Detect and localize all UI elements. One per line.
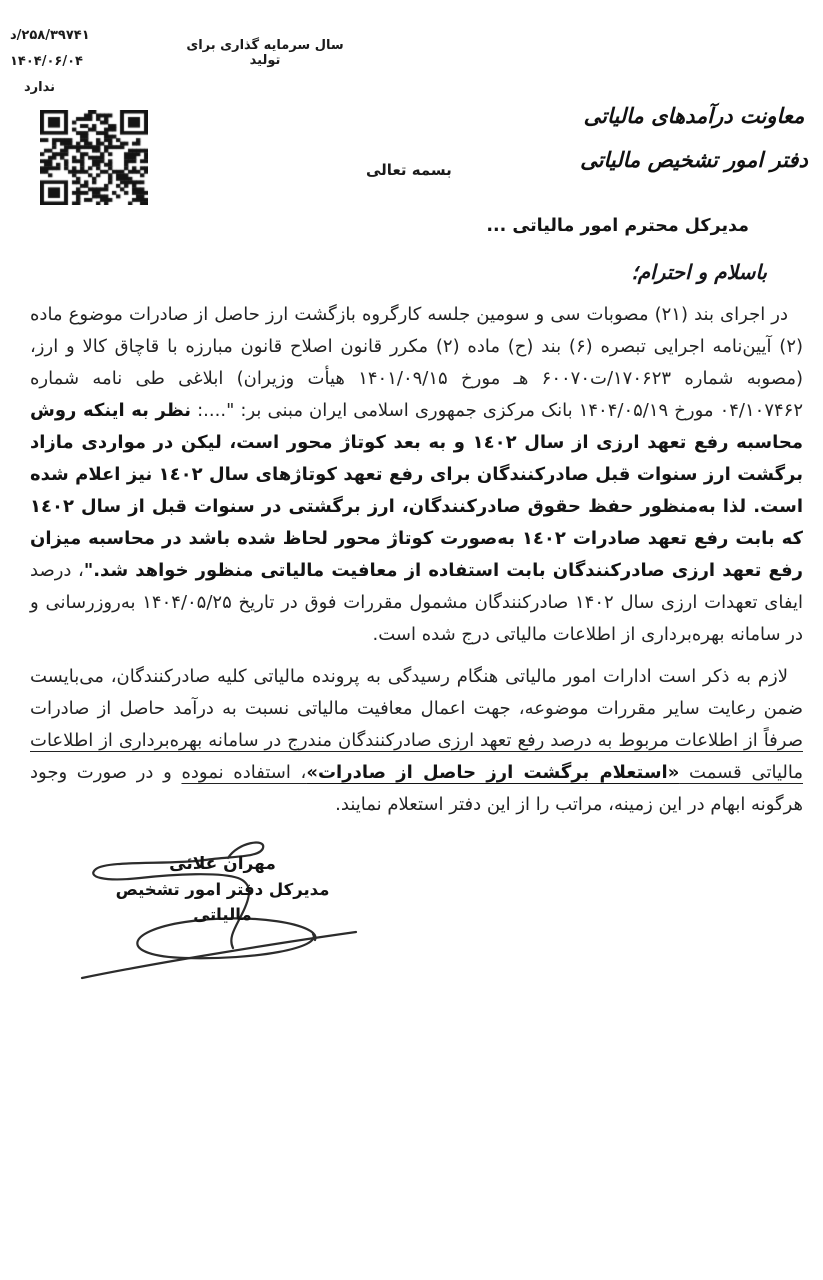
document-info [10, 28, 102, 106]
paragraph: لازم به ذکر است ادارات امور مالیاتی هنگام رسیدگی به پرونده مالیاتی کلیه صادرکنندگان، می‌بایست ضمن رعایت سایر مقررات موضوعه، جهت اعمال معافیت مالیاتی نسبت به درآمد حاصل از صادرات صرفاً از اطلاعات مربوط به درصد رفع تعهد ارزی صادرکنندگان مندرج در سامانه بهره‌برداری از اطلاعات مالیاتی قسمت «استعلام برگشت ارز حاصل از صادرات»، استفاده نموده و در صورت وجود هرگونه ابهام در این زمینه، مراتب را از این دفتر استعلام نمایند. [30, 666, 803, 815]
letterhead-slogan: سال سرمایه گذاری برای تولید [186, 38, 344, 68]
besmele: بسمه تعالی [366, 161, 452, 179]
salutation-handwritten: باسلام و احترام؛ [631, 260, 767, 284]
signatory-title: مدیرکل دفتر امور تشخیص مالیاتی [115, 880, 330, 924]
attachment-status: ندارد [24, 80, 56, 95]
signatory-name: مهران علائی [169, 854, 276, 874]
department-line1: معاونت درآمدهای مالیاتی [583, 103, 805, 128]
signature-block [85, 852, 360, 927]
recipient-line: مدیرکل محترم امور مالیاتی ... [486, 216, 749, 236]
qr-code-icon [40, 110, 148, 205]
department-header [579, 94, 809, 182]
document-date: ۱۴۰۴/۰۶/۰۴ [10, 54, 83, 69]
body-text [30, 299, 803, 831]
department-line2: دفتر امور تشخیص مالیاتی [580, 147, 808, 172]
paragraph: در اجرای بند (۲۱) مصوبات سی و سومین جلسه کارگروه بازگشت ارز حاصل از صادرات موضوع ماده (۲) آیین‌نامه اجرایی تبصره (۶) بند (ح) ماده (۲) مکرر قانون اصلاح قانون مبارزه با قاچاق کالا و ارز، (مصوبه شماره ۱۷۰۶۲۳/ت۶۰۰۷۰ هـ مورخ ۱۴۰۱/۰۹/۱۵ هیأت وزیران) ابلاغی طی نامه شماره ۰۴/۱۰۷۴۶۲ مورخ ۱۴۰۴/۰۵/۱۹ بانک مرکزی جمهوری اسلامی ایران مبنی بر: "....: نظر به اینکه روش محاسبه رفع تعهد ارزی از سال ١٤٠٢ و به بعد کوتاژ محور است، لیکن در مواردی مازاد برگشت ارز سنوات قبل صادرکنندگان برای رفع تعهد کوتاژهای سال ١٤٠٢ نیز اعلام شده است. لذا به‌منظور حفظ حقوق صادرکنندگان، ارز برگشتی در سنوات قبل از سال ١٤٠٢ که بابت رفع تعهد صادرات ١٤٠٢ به‌صورت کوتاژ محور لحاظ شده باشد در محاسبه میزان رفع تعهد ارزی صادرکنندگان بابت استفاده از معافیت مالیاتی منظور خواهد شد."، درصد ایفای تعهدات ارزی سال ۱۴۰۲ صادرکنندگان مشمول مقررات فوق در تاریخ ۱۴۰۴/۰۵/۲۵ به‌روزرسانی و در سامانه بهره‌برداری از اطلاعات مالیاتی درج شده است. [30, 304, 804, 645]
document-number: ۲۵۸/۳۹۷۴۱/د [10, 28, 90, 43]
